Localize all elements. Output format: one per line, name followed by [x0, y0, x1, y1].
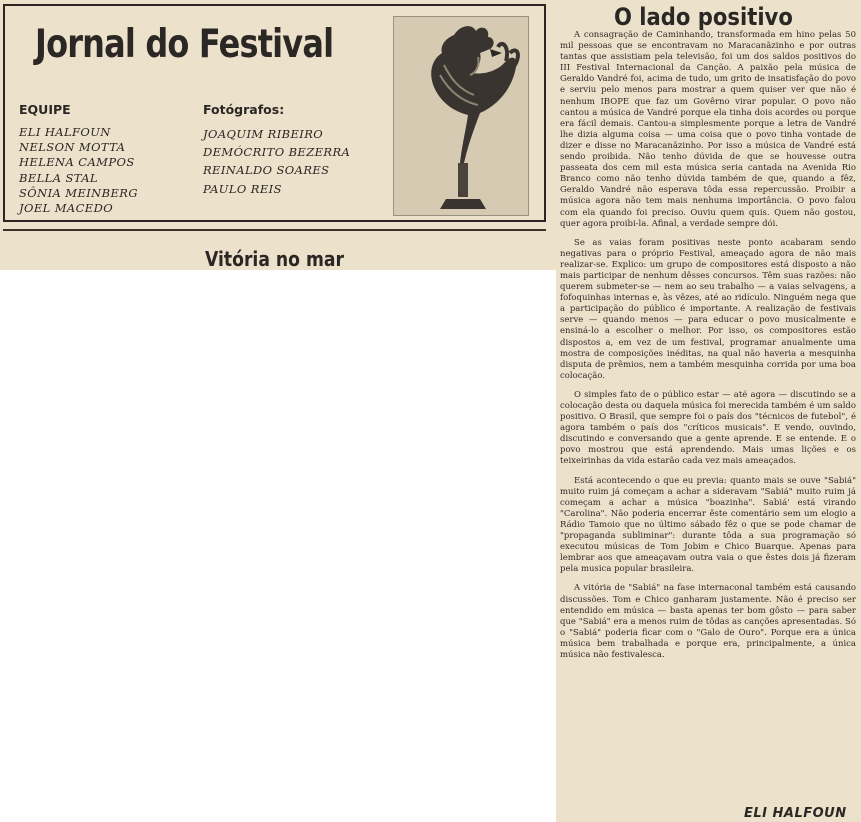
- staff-member: JOEL MACEDO: [19, 201, 114, 216]
- photographers-list: [203, 125, 350, 198]
- article-paragraph: Se as vaias foram positivas neste ponto acabaram sendo negativas para o próprio Festival, ameaçado agora de não mais realizar-se. Explico: um grupo de compositores está disposto a não mais participar de nenhum dêsses concursos. Têm suas razões: não querem submeter-se — nem ao seu trabalho — a vaias selvagens, a fofoquinhas internas e, às vêzes, até ao ridículo. Ninguém nega que a participação do público é importante. A realização de festivais serve — quando menos — para educar o povo musicalmente e ensiná-lo a escolher o melhor. Por isso, os compositores estão dispostos a, em vez de um festival, programar anualmente uma mostra de composições inéditas, na qual não haveria a mesquinha disputa de prêmios, nem a também mesquinha corrida por uma boa colocação.: [560, 237, 856, 381]
- staff-member: HELENA CAMPOS: [19, 155, 135, 170]
- article-paragraph: A vitória de "Sabiá" na fase internaconal também está causando discussões. Tom e Chico ganharam justamente. Não é preciso ser entendido em música — basta apenas ter bom gôsto — para saber que "Sabiá" era a menos ruim de tôdas as canções apresentadas. Só o "Sabiá" poderia ficar com o "Galo de Ouro". Porque era a única música bem trabalhada e porque era, principalmente, a única música não festivalesca.: [560, 583, 856, 660]
- staff-member: SÔNIA MEINBERG: [19, 185, 138, 200]
- article-paragraph: Está acontecendo o que eu previa: quanto mais se ouve "Sabiá" muito ruim já começam a achar a sideravam "Sabiá" muito ruim já começam a achar a música "boazinha". Sabiá' está virando "Carolina". Não poderia encerrar êste comentário sem um elogio a Rádio Tamoio que no último sábado fêz o que se pode chamar de "propaganda subliminar": durante tôda a sua programação só executou músicas de Tom Jobim e Chico Buarque. Apenas para lembrar aos que ameaçavam outra vaia o que êstes dois já fizeram pela musica popular brasileira.: [560, 475, 856, 575]
- photographer: DEMÓCRITO BEZERRA: [203, 145, 351, 160]
- staff-heading: EQUIPE: [19, 102, 71, 117]
- staff-member: NELSON MOTTA: [19, 140, 126, 155]
- staff-list: [19, 125, 138, 216]
- article-title: O lado positivo: [614, 3, 793, 31]
- article-paragraph: O simples fato de o público estar — até agora — discutindo se a colocação desta ou daquela música foi merecida também é um saldo positivo. O Brasil, que sempre foi o país dos "técnicos de futebol", é agora também o país dos "críticos musicais". E vendo, ouvindo, discutindo e conversando que a gente aprende. E se entende. E o povo mostrou que está aprendendo. Mais umas lições e os teixeirinhas da vida estarão cada vez mais ameaçados.: [560, 389, 856, 467]
- rooster-icon: [394, 17, 528, 215]
- masthead-box: [3, 4, 546, 222]
- photographer: REINALDO SOARES: [203, 163, 330, 178]
- article-paragraph: A consagração de Caminhando, transformada em hino pelas 50 mil pessoas que se encontravam no Maracanãzinho e por outras tantas que assistiam pela televisão, foi um dos saldos positivos do III Festival Internacional da Canção. A paixão pela música de Geraldo Vandré foi, acima de tudo, um grito de insatisfação do povo e serviu pelo menos para mostrar a quem quiser ver que não é nenhum IBOPE que faz um Govêrno virar popular. O povo não cantou a música de Vandré porque ela tinha dois acordes ou porque era fácil demais. Cantou-a simplesmente porque a letra de Vandré lhe dizia alguma coisa — uma coisa que o povo tinha vontade de dizer e disse no Maracanãzinho. Por isso a música de Vandré está sendo proibida. Não tenho dúvida de que se houvesse outra passeata dos cem mil esta música seria cantada na Avenida Rio Branco como não tenho dúvida também de que, quando a fêz, Geraldo Vandré não esperava tôda essa repercussão. Proibir a música agora não tem mais nenhuma importância. O povo falou com ela quando foi preciso. Ouviu quem quis. Quem não gostou, quer agora proibi-la. Afinal, a verdade sempre dói.: [560, 30, 856, 229]
- section-divider: [3, 229, 546, 231]
- staff-member: BELLA STAL: [19, 170, 98, 185]
- article-body: [560, 30, 856, 808]
- photographers-heading: Fotógrafos:: [203, 102, 285, 117]
- side-headline: Vitória no mar: [205, 247, 344, 271]
- photographer: PAULO REIS: [203, 181, 282, 196]
- left-clipping: [0, 0, 556, 270]
- staff-member: ELI HALFOUN: [19, 125, 111, 139]
- article-byline: ELI HALFOUN: [744, 806, 847, 821]
- rooster-illustration: [393, 16, 529, 216]
- photographer: JOAQUIM RIBEIRO: [203, 127, 324, 141]
- masthead-title: Jornal do Festival: [35, 22, 334, 67]
